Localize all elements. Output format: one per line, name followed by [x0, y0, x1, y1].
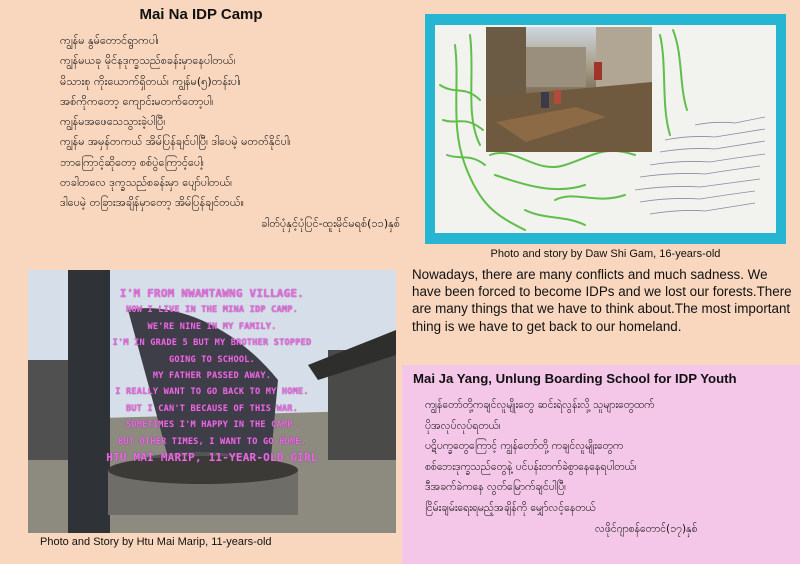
story-signature: လဖိုင်ဂျာစန်တောင်(၁၇)နှစ် [595, 522, 698, 535]
story-line: စစ်ဘေးဒုက္ခသည်တွေနဲ့ ပင်ပန်းတက်ခဲစွာနေနေရပါတယ်၊ [425, 460, 637, 473]
poem-line: ကျွန်မ နွမ်တောင်ရွာကပါ၊ [60, 34, 159, 47]
poem-line: အစ်ကိုကတော့ ကျောင်းမတက်တော့ပါ၊ [60, 94, 214, 108]
english-story-text: Nowadays, there are many conflicts and much sadness. We have been forced to become IDPs and we lost our forests.There are many things that we have to think about.The most important thing is we have to get back to our homeland. [412, 267, 792, 334]
poem-line: မိသားစု ကိုးယောက်ရှိတယ်၊ ကျွန်မ(၅)တန်းပါ၊ [60, 74, 241, 88]
story-line: ငြိမ်းချမ်းရေးရမည့်အချိန်ကို မျှော်လင့်နေတယ် [425, 501, 596, 514]
poem-line: ဘာကြောင့်ဆိုတော့ စစ်ပွဲကြောင့်ပေါ့၊ [60, 155, 204, 169]
burmese-poem [60, 31, 400, 234]
poem-line: ကျွန်မယခု မိုင်နဒုက္ခသည်စခန်းမှာနေပါတယ်၊ [60, 54, 236, 68]
story-line: ဒီအခက်ခဲကနေ လွတ်မြောက်ချင်ပါပြီ၊ [425, 481, 566, 494]
overlay-line: BUT I CAN'T BECAUSE OF THIS WAR. [126, 403, 298, 414]
story-box-title: Mai Ja Yang, Unlung Boarding School for IDP Youth [413, 371, 737, 386]
notebook-photo-caption: Photo and story by Daw Shi Gam, 16-years-old [490, 248, 721, 260]
overlay-line: I REALLY WANT TO GO BACK TO MY HOME. [115, 387, 309, 398]
story-line: ပဋိပက္ခတွေကြောင့် ကျွန်တော်တို့ ကချင်လူမျိုးတွေက [425, 440, 624, 453]
overlay-line: SOMETIMES I'M HAPPY IN THE CAMP. [126, 420, 298, 431]
poem-line: ဒါပေမဲ့ တခြားအချိန်မှာတော့ အိမ်ပြန်ချင်တယ်။ [60, 196, 244, 210]
overlay-line: I'M IN GRADE 5 BUT MY BROTHER STOPPED [112, 338, 312, 349]
poem-title: Mai Na IDP Camp [139, 6, 263, 23]
overlay-line: WE'RE NINE IN MY FAMILY. [147, 321, 277, 332]
overlay-line: MY FATHER PASSED AWAY. [152, 371, 272, 382]
overlay-line: BUT OTHER TIMES, I WANT TO GO HOME. [117, 436, 307, 447]
overlay-signature: HTU MAI MARIP, 11-YEAR-OLD GIRL [106, 451, 318, 465]
overlay-line: GOING TO SCHOOL. [169, 354, 255, 365]
poem-line: ကျွန်မ အမှန်တကယ် အိမ်ပြန်ချင်ပါပြီ၊ ဒါပေမဲ့ မတတ်နိုင်ပါ၊ [60, 135, 291, 149]
poem-signature: ခါတ်ပုံနှင့်ပုံပြင်-ထူးမိုင်မရစ်(၁၁)နှစ် [261, 216, 400, 230]
overlay-line: NOW I LIVE IN THE MINA IDP CAMP. [126, 305, 298, 316]
camp-photo [486, 27, 652, 152]
camp-scene [486, 27, 652, 152]
overlay-line: I'M FROM NWAMTAWNG VILLAGE. [119, 287, 305, 300]
poem-line: တခါတလေ ဒုက္ခသည်စခန်းမှာ ပျော်ပါတယ်၊ [60, 176, 233, 190]
story-line: ကျွန်တော်တို့ကချင်လူမျိုးတွေ ဆင်းရဲလွန်းလို့ သူများတွေထက် [425, 399, 655, 411]
story-line: ပိုအလုပ်လုပ်ရတယ်၊ [425, 419, 501, 432]
girl-photo-caption: Photo and Story by Htu Mai Marip, 11-years-old [40, 536, 272, 548]
story-box-text [425, 395, 795, 539]
photo-overlay-text [28, 286, 396, 466]
poem-line: ကျွန်မအဖေသေသွားခဲ့ပါပြီ၊ [60, 115, 166, 129]
